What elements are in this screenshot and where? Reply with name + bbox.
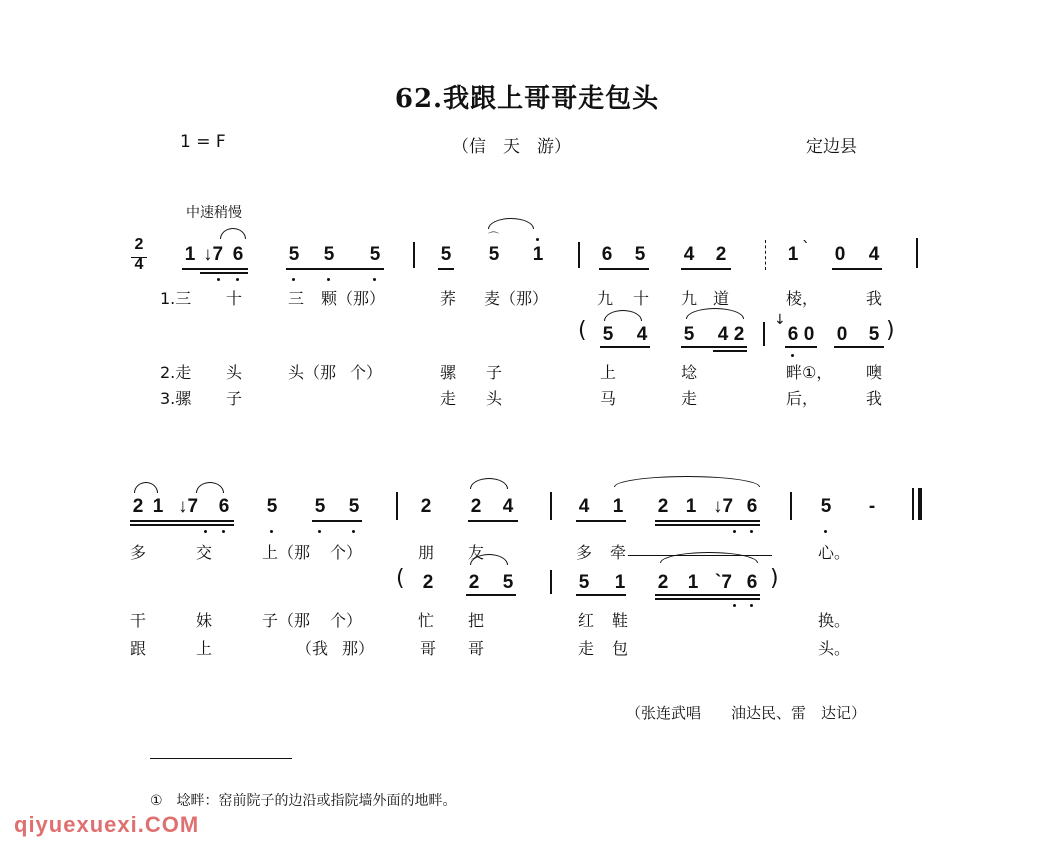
lyric: 鞋 (612, 611, 629, 630)
lyric: 棱， (786, 289, 819, 308)
octave-dot (750, 604, 753, 607)
lyric: 走 (440, 389, 457, 408)
lyric: 子 (486, 363, 503, 382)
lyric: 个） (330, 611, 363, 630)
beam (713, 350, 747, 352)
slur (470, 478, 508, 489)
octave-dot (733, 604, 736, 607)
slur (470, 554, 508, 565)
note: 5 (288, 244, 300, 265)
beam (466, 594, 516, 596)
lyric: 子 (226, 389, 243, 408)
key-signature: 1 = F (180, 132, 226, 152)
note: 1 (685, 496, 697, 517)
song-title: 62.我跟上哥哥走包头 (394, 84, 660, 114)
bar-line (550, 570, 552, 594)
region-label: 定边县 (806, 137, 857, 157)
lyric: 头。 (818, 639, 851, 658)
slur (488, 218, 534, 229)
lyric: 九 (681, 289, 698, 308)
lyric: 十 (226, 289, 243, 308)
slur (134, 482, 158, 493)
lyric: （我 (296, 639, 329, 658)
note: 1 (612, 496, 624, 517)
lyric: 走 (681, 389, 698, 408)
note: 2 (132, 496, 144, 517)
lyric: 马 (600, 389, 617, 408)
underline (438, 268, 454, 270)
slur (196, 482, 224, 493)
tempo-marking: 中速稍慢 (186, 205, 242, 221)
note: 4 (868, 244, 880, 265)
lyric: 1.三 (160, 289, 192, 308)
note: 4 (636, 324, 648, 345)
note: 5 (868, 324, 880, 345)
lyric: 个） (350, 363, 383, 382)
lyric: 那） (342, 639, 375, 658)
note: 2 (468, 572, 480, 593)
lyric: 个） (330, 543, 363, 562)
octave-dot (327, 278, 330, 281)
note: 1 (532, 244, 544, 265)
lyric: 荞 (440, 289, 457, 308)
beam (312, 520, 362, 522)
bar-line (578, 242, 580, 268)
breath-mark: ` (802, 238, 810, 257)
note: 2 (420, 496, 432, 517)
lyric: 哥 (468, 639, 485, 658)
octave-dot (373, 278, 376, 281)
footnote-rule (150, 758, 292, 759)
beam (655, 524, 760, 526)
note: 6 (218, 496, 230, 517)
lyric: 麦（那） (484, 289, 549, 308)
octave-dot (750, 530, 753, 533)
bar-line (763, 322, 765, 346)
note: 5 (578, 572, 590, 593)
slur (604, 310, 642, 321)
lyric: 妹 (196, 611, 213, 630)
note: 5 (348, 496, 360, 517)
note: 5 (314, 496, 326, 517)
note: ↓7 (713, 496, 734, 517)
lyric: 骡 (440, 363, 457, 382)
note: 2 (657, 496, 669, 517)
note: 5 (602, 324, 614, 345)
lyric: 道 (713, 289, 730, 308)
note: 2 (422, 572, 434, 593)
lyric: 友 (468, 543, 485, 562)
slur (660, 552, 758, 563)
lyric: 换。 (818, 611, 851, 630)
lyric: 多 (576, 543, 593, 562)
note: 6 (787, 324, 799, 345)
note: 5 (634, 244, 646, 265)
note: 5 (323, 244, 335, 265)
octave-dot (824, 530, 827, 533)
lyric: 包 (612, 639, 629, 658)
note: 4 (578, 496, 590, 517)
dashed-bar-line (765, 240, 766, 270)
beam (655, 520, 760, 522)
beam (681, 268, 731, 270)
slur (686, 308, 744, 319)
footnote: ① 埝畔：窑前院子的边沿或指院墙外面的地畔。 (150, 793, 457, 809)
beam (681, 346, 747, 348)
beam (130, 520, 234, 522)
note: 5 (440, 244, 452, 265)
note: 1 (787, 244, 799, 265)
lyric: 跟 (130, 639, 147, 658)
octave-dot (318, 530, 321, 533)
lyric: 上 (600, 363, 617, 382)
note: 1 (184, 244, 196, 265)
note: - (868, 496, 876, 517)
beam (576, 520, 626, 522)
lyric: 头（那 (288, 363, 337, 382)
octave-dot (270, 530, 273, 533)
note: 0 (836, 324, 848, 345)
note: 5 (488, 244, 500, 265)
slur (614, 476, 760, 487)
note: 5 (266, 496, 278, 517)
note: 4 (502, 496, 514, 517)
lyric: 走 (578, 639, 595, 658)
lyric: 红 (578, 611, 595, 630)
note: ↓7 (178, 496, 199, 517)
lyric: 心。 (818, 543, 851, 562)
note: ↓7 (203, 244, 224, 265)
beam (599, 268, 649, 270)
note: 1 (152, 496, 164, 517)
beam (834, 346, 884, 348)
note: 1 (614, 572, 626, 593)
beam (576, 594, 626, 596)
note: 0 (803, 324, 815, 345)
lyric: 我 (866, 289, 883, 308)
bar-line (916, 238, 918, 268)
note: 2 (657, 572, 669, 593)
beam (832, 268, 882, 270)
lyric: 九 (597, 289, 614, 308)
beam (785, 346, 817, 348)
octave-dot (791, 354, 794, 357)
beam (200, 272, 248, 274)
beam (600, 346, 650, 348)
watermark: qiyuexuexi.COM (14, 812, 200, 837)
lyric: 朋 (418, 543, 435, 562)
note: 2 (733, 324, 745, 345)
glide-mark: ↓ (774, 312, 786, 328)
final-bar-thick (918, 488, 922, 520)
note: 2 (470, 496, 482, 517)
lyric: 头 (486, 389, 503, 408)
note: 5 (502, 572, 514, 593)
lyric: 子（那 (262, 611, 311, 630)
note: 1 (687, 572, 699, 593)
lyric: 上 (196, 639, 213, 658)
lyric: 我 (866, 389, 883, 408)
note: 5 (369, 244, 381, 265)
octave-dot (536, 238, 539, 241)
bar-line (413, 242, 415, 268)
lyric: 头 (226, 363, 243, 382)
bar-line (550, 492, 552, 520)
note: 2 (715, 244, 727, 265)
octave-dot (236, 278, 239, 281)
lyric: 哥 (420, 639, 437, 658)
lyric: 牵 (610, 543, 627, 562)
lyric: 2.走 (160, 363, 192, 382)
fermata: ⌒ (488, 231, 499, 244)
lyric: 多 (130, 543, 147, 562)
note: 6 (746, 572, 758, 593)
note: 4 (717, 324, 729, 345)
note: 5 (683, 324, 695, 345)
lyric: 后， (786, 389, 819, 408)
octave-dot (733, 530, 736, 533)
final-bar-thin (912, 488, 914, 520)
octave-dot (204, 530, 207, 533)
beam (468, 520, 518, 522)
lyric: 上（那 (262, 543, 311, 562)
beam (286, 268, 384, 270)
lyric: 埝 (681, 363, 698, 382)
octave-dot (292, 278, 295, 281)
bar-line (396, 492, 398, 520)
lyric: 交 (196, 543, 213, 562)
octave-dot (217, 278, 220, 281)
note: 5 (820, 496, 832, 517)
credit-line: （张连武唱 油达民、雷 达记） (625, 704, 866, 722)
beam (655, 598, 760, 600)
time-sig-bottom: 4 (134, 256, 144, 273)
note: `7 (715, 572, 732, 593)
beam (130, 524, 234, 526)
note: 6 (746, 496, 758, 517)
note: 6 (601, 244, 613, 265)
genre-label: （信 天 游） (452, 137, 571, 157)
lyric: 3.骡 (160, 389, 192, 408)
beam (655, 594, 760, 596)
time-sig-rule (131, 257, 147, 258)
note: 6 (232, 244, 244, 265)
time-sig-top: 2 (134, 236, 144, 253)
lyric: 忙 (418, 611, 435, 630)
lyric: 十 (633, 289, 650, 308)
beam (182, 268, 248, 270)
bar-line (790, 492, 792, 520)
octave-dot (352, 530, 355, 533)
note: 0 (834, 244, 846, 265)
lyric: 颗（那） (321, 289, 386, 308)
lyric: 三 (288, 289, 305, 308)
slur (220, 228, 246, 239)
lyric: 畔①， (786, 363, 833, 382)
lyric: 噢 (866, 363, 883, 382)
lyric: 把 (468, 611, 485, 630)
octave-dot (222, 530, 225, 533)
note: 4 (683, 244, 695, 265)
lyric: 干 (130, 611, 147, 630)
